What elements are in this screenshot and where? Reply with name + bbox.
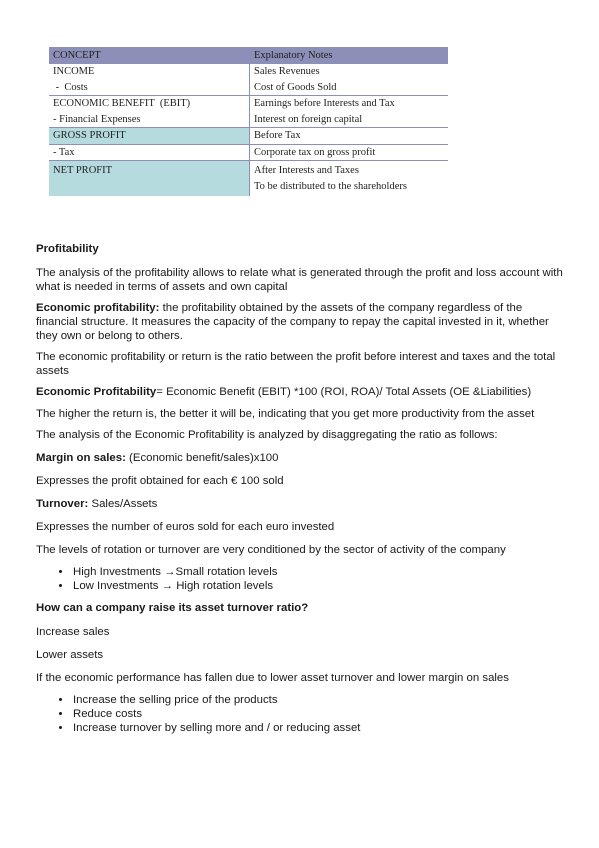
- paragraph: The economic profitability or return is the ratio between the profit before interest and taxes and the total assets: [36, 351, 556, 377]
- list-item: • Reduce costs: [72, 707, 566, 721]
- concept-cell: [49, 161, 250, 197]
- list-item: • Increase the selling price of the products: [72, 693, 566, 707]
- concept-table: [49, 47, 448, 196]
- table-header-row: [49, 47, 448, 64]
- notes-line: Before Tax: [254, 130, 301, 141]
- table-row: [49, 128, 448, 145]
- notes-cell: [250, 96, 449, 128]
- header-concept: CONCEPT: [49, 47, 250, 64]
- concept-line: - Financial Expenses: [53, 113, 141, 125]
- table-row: [49, 161, 448, 197]
- notes-line: Earnings before Interests and Tax: [254, 98, 395, 109]
- list-item: • Low Investments → High rotation levels: [72, 579, 566, 593]
- concept-line: INCOME: [53, 66, 95, 77]
- concept-line: GROSS PROFIT: [53, 130, 126, 141]
- section-heading: Profitability: [36, 243, 99, 255]
- rotation-list: [36, 565, 566, 593]
- paragraph: Expresses the number of euros sold for each euro invested: [36, 521, 335, 533]
- term-text: (Economic benefit/sales)x100: [125, 452, 279, 464]
- concept-cell: [49, 64, 250, 96]
- term-text: Sales/Assets: [88, 498, 158, 510]
- notes-line: Corporate tax on gross profit: [254, 146, 376, 158]
- term-label: Economic profitability:: [36, 302, 160, 314]
- paragraph: [36, 451, 566, 465]
- term-label: Margin on sales:: [36, 452, 126, 464]
- header-notes: Explanatory Notes: [250, 47, 449, 64]
- list-item: • High Investments →Small rotation levels: [72, 565, 566, 579]
- term-text: = Economic Benefit (EBIT) *100 (ROI, ROA)/ Total Assets (OE &Liabilities): [156, 386, 532, 398]
- notes-cell: [250, 161, 449, 197]
- concept-cell: [49, 144, 250, 161]
- table-row: [49, 96, 448, 128]
- notes-line: To be distributed to the shareholders: [254, 180, 407, 192]
- table-row: [49, 64, 448, 96]
- notes-line: Sales Revenues: [254, 66, 320, 77]
- paragraph: Increase sales: [36, 626, 110, 638]
- concept-line: ECONOMIC BENEFIT (EBIT): [53, 98, 191, 109]
- table-row: [49, 144, 448, 161]
- paragraph: [36, 301, 566, 343]
- list-item: • Increase turnover by selling more and / or reducing asset: [72, 721, 566, 735]
- term-label: Economic Profitability: [36, 386, 157, 398]
- concept-line: - Tax: [53, 146, 75, 158]
- paragraph: The analysis of the profitability allows to relate what is generated through the profit and loss account with what is needed in terms of assets and own capital: [36, 267, 563, 293]
- concept-cell: [49, 96, 250, 128]
- paragraph: [36, 385, 566, 399]
- notes-line: Cost of Goods Sold: [254, 81, 337, 93]
- paragraph: The higher the return is, the better it will be, indicating that you get more productivity from the asset: [36, 408, 535, 420]
- notes-cell: [250, 144, 449, 161]
- notes-cell: [250, 64, 449, 96]
- document-body: [36, 242, 566, 735]
- paragraph: Lower assets: [36, 649, 104, 661]
- notes-line: Interest on foreign capital: [254, 113, 363, 125]
- paragraph: The analysis of the Economic Profitability is analyzed by disaggregating the ratio as follows:: [36, 429, 498, 441]
- notes-line: After Interests and Taxes: [254, 165, 359, 176]
- question-heading: How can a company raise its asset turnover ratio?: [36, 602, 309, 614]
- term-label: Turnover:: [36, 498, 89, 510]
- concept-cell: [49, 128, 250, 145]
- paragraph: If the economic performance has fallen due to lower asset turnover and lower margin on sales: [36, 672, 509, 684]
- concept-line: NET PROFIT: [53, 165, 113, 176]
- notes-cell: [250, 128, 449, 145]
- paragraph: The levels of rotation or turnover are very conditioned by the sector of activity of the company: [36, 544, 506, 556]
- concept-line: - Costs: [53, 81, 88, 93]
- actions-list: [36, 693, 566, 735]
- term-text: the profitability obtained by the assets of the company regardless of the financial structure. It measures the capacity of the company to repay the capital invested in it, whether they own or belong to others.: [36, 302, 549, 342]
- paragraph: [36, 497, 566, 511]
- paragraph: Expresses the profit obtained for each € 100 sold: [36, 475, 284, 487]
